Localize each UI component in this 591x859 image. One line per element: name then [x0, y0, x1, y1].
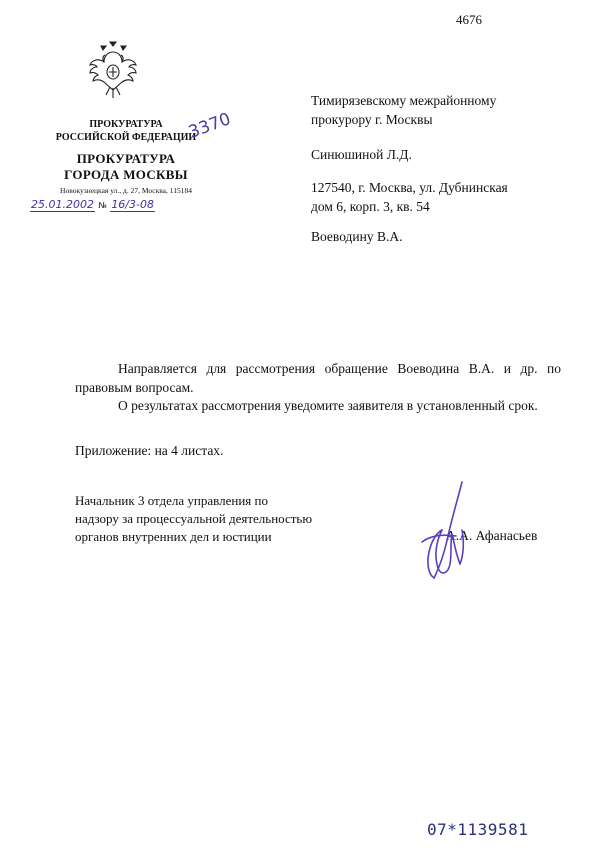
- recipient-address: [311, 178, 508, 216]
- registration-date: 25.01.2002: [31, 198, 94, 211]
- recipient-line-1: Тимирязевскому межрайонному: [311, 93, 497, 108]
- body-paragraph-2: О результатах рассмотрения уведомите заявителя в установленный срок.: [118, 398, 538, 413]
- org-name-moscow: [36, 151, 216, 183]
- org-line-prokuratura: ПРОКУРАТУРА: [89, 119, 163, 130]
- org-line-moscow: ГОРОДА МОСКВЫ: [64, 167, 188, 182]
- handwritten-signature: [418, 478, 478, 584]
- org-line-prokuratura-2: ПРОКУРАТУРА: [76, 151, 176, 166]
- signer-line-3: органов внутренних дел и юстиции: [75, 529, 272, 544]
- signer-name: А.А. Афанасьев: [446, 528, 538, 543]
- recipient-line-4: 127540, г. Москва, ул. Дубнинская: [311, 180, 508, 195]
- registration-line: [30, 198, 192, 211]
- recipient-line-2: прокурору г. Москвы: [311, 112, 433, 127]
- handwritten-incoming-number: 3370: [186, 109, 234, 143]
- recipient-block-1: [311, 91, 496, 129]
- signer-position: [75, 492, 312, 546]
- body-paragraph-1: Направляется для рассмотрения обращение Воеводина В.А. и др. по правовым вопросам.: [75, 361, 561, 395]
- double-headed-eagle-emblem-icon: [84, 40, 142, 104]
- attachment-note: Приложение: на 4 листах.: [75, 443, 224, 458]
- recipient-line-3: Синюшиной Л.Д.: [311, 147, 412, 162]
- recipient-line-6: Воеводину В.А.: [311, 229, 403, 244]
- registration-no-label: №: [98, 201, 107, 210]
- recipient-line-5: дом 6, корп. 3, кв. 54: [311, 199, 430, 214]
- org-line-rf: РОССИЙСКОЙ ФЕДЕРАЦИИ: [55, 132, 197, 143]
- signer-line-2: надзору за процессуальной деятельностью: [75, 511, 313, 526]
- registration-number: 16/3-08: [111, 198, 154, 211]
- document-number-top: 4676: [456, 12, 482, 27]
- org-address: Новокузнецкая ул., д. 27, Москва, 115184: [60, 186, 192, 195]
- stamp-number: 07*1139581: [427, 820, 529, 839]
- signer-line-1: Начальник 3 отдела управления по: [75, 493, 268, 508]
